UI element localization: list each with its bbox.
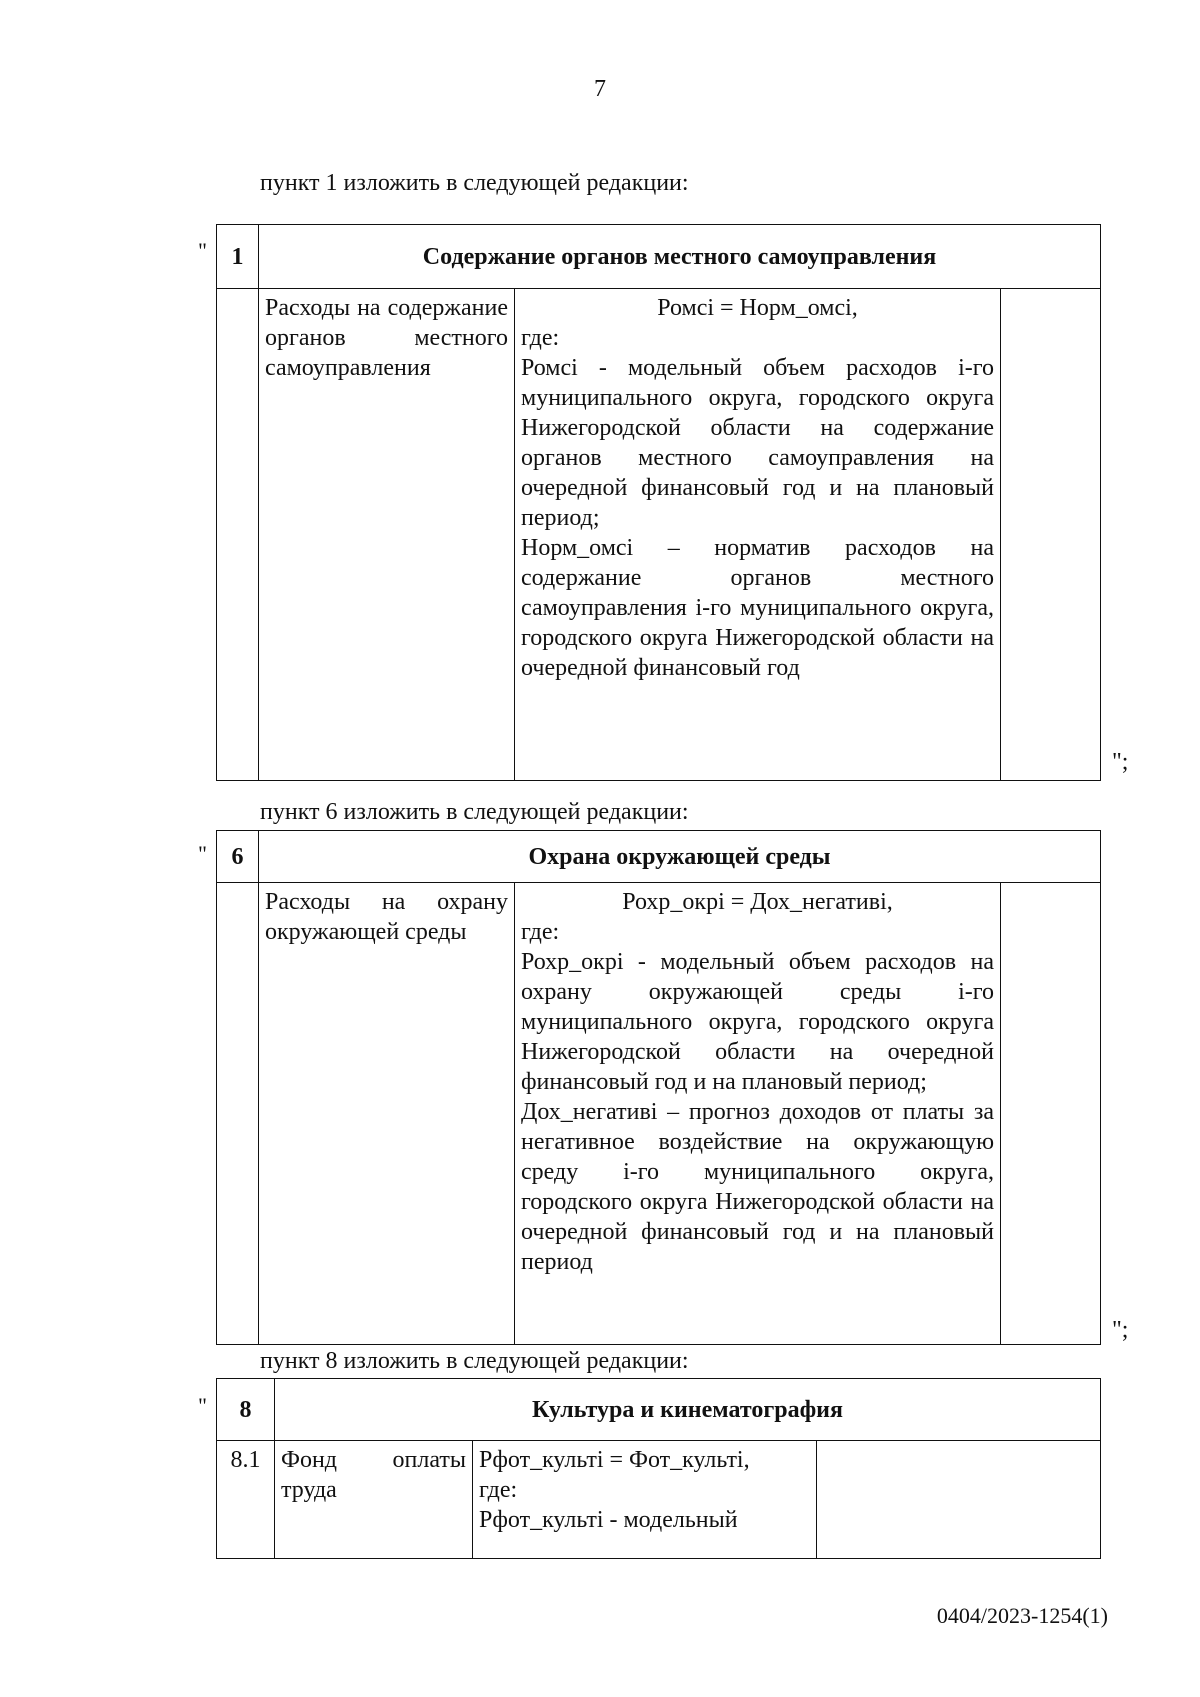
empty-cell (217, 883, 259, 1345)
section-table (216, 1378, 1101, 1559)
subsection-number: 8.1 (217, 1441, 275, 1559)
section-table (216, 830, 1101, 1345)
closing-quote: "; (1112, 749, 1129, 775)
empty-cell (817, 1441, 1101, 1559)
where-label: где: (521, 325, 560, 351)
row-label: Расходы на охрану окружающей среды (259, 883, 515, 1345)
row-label: Расходы на содержание органов местного самоуправления (259, 289, 515, 781)
formula: Рфот_культi = Фот_культi, (479, 1447, 750, 1473)
where-label: где: (521, 919, 560, 945)
formula: Ромсi = Норм_омсi, (657, 295, 858, 321)
closing-quote: "; (1112, 1317, 1129, 1343)
opening-quote: " (198, 1393, 207, 1418)
page-number: 7 (594, 76, 606, 102)
section-title: Культура и кинематография (275, 1379, 1101, 1441)
row-label: Фонд оплаты труда (275, 1441, 473, 1559)
definition: Норм_омсi – норматив расходов на содержание органов местного самоуправления i-го муниципального округа, городского округа Нижегородской области на очередной финансовый год (521, 535, 994, 681)
opening-quote: " (198, 841, 207, 866)
section-number: 6 (217, 831, 259, 883)
section-intro: пункт 6 изложить в следующей редакции: (260, 799, 689, 825)
section-title: Содержание органов местного самоуправления (259, 225, 1101, 289)
section-number: 8 (217, 1379, 275, 1441)
where-label: где: (479, 1477, 518, 1503)
section-table (216, 224, 1101, 781)
definition: Рфот_культi - модельный (479, 1507, 738, 1533)
empty-cell (1001, 883, 1101, 1345)
section-intro: пункт 1 изложить в следующей редакции: (260, 170, 689, 196)
section-intro: пункт 8 изложить в следующей редакции: (260, 1348, 689, 1374)
empty-cell (1001, 289, 1101, 781)
formula: Рохр_окрi = Дох_негативi, (622, 889, 893, 915)
document-code: 0404/2023-1254(1) (936, 1603, 1108, 1628)
section-title: Охрана окружающей среды (259, 831, 1101, 883)
empty-cell (217, 289, 259, 781)
opening-quote: " (198, 238, 207, 263)
definition: Рохр_окрi - модельный объем расходов на охрану окружающей среды i-го муниципального округа, городского округа Нижегородской области на очередной финансовый год и на плановый период; (521, 949, 994, 1095)
formula-cell (515, 883, 1001, 1345)
formula-cell (515, 289, 1001, 781)
definition: Дох_негативi – прогноз доходов от платы за негативное воздействие на окружающую среду i-го муниципального округа, городского округа Нижегородской области на очередной финансовый год и на плановый период (521, 1099, 994, 1275)
section-number: 1 (217, 225, 259, 289)
definition: Ромсi - модельный объем расходов i-го муниципального округа, городского округа Нижегородской области на содержание органов местного самоуправления на очередной финансовый год и на плановый период; (521, 355, 994, 531)
formula-cell (473, 1441, 817, 1559)
